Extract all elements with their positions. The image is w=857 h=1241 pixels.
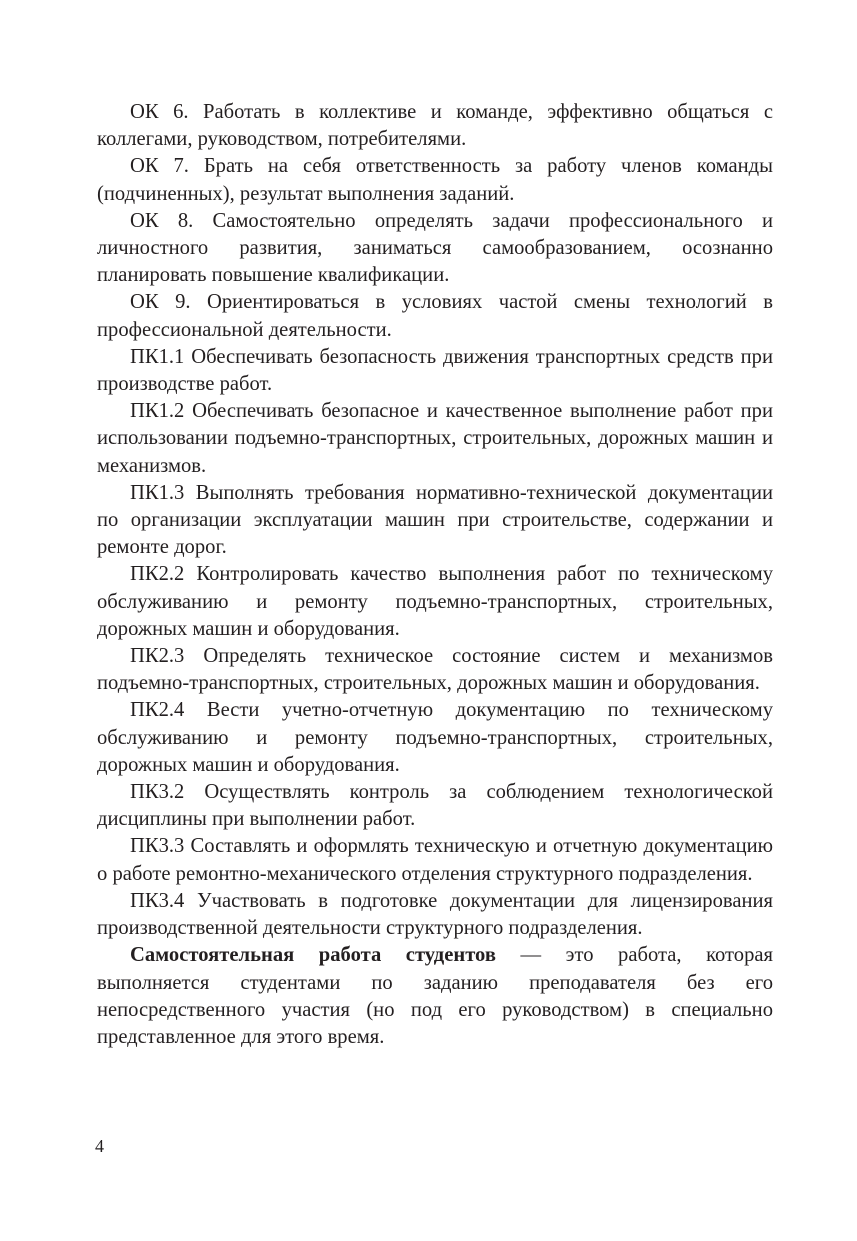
- paragraph-pk2-3: ПК2.3 Определять техническое состояние систем и механизмов подъемно-транспортных, строительных, дорожных машин и оборудования.: [97, 645, 773, 695]
- paragraph-ok8: ОК 8. Самостоятельно определять задачи профессионального и личностного развития, заниматься самообразованием, осознанно планировать повышение квалификации.: [97, 209, 773, 287]
- paragraph-pk3-4: ПК3.4 Участвовать в подготовке документации для лицензирования производственной деятельности структурного подразделения.: [97, 889, 773, 940]
- page-body: [97, 99, 773, 1051]
- paragraph-pk3-3: ПК3.3 Составлять и оформлять техническую и отчетную документацию о работе ремонтно-механического отделения структурного подразделения.: [97, 835, 773, 885]
- paragraph-pk1-3: ПК1.3 Выполнять требования нормативно-технической документации по организации эксплуатации машин при строительстве, содержании и ремонте дорог.: [97, 481, 773, 559]
- definition-paragraph: [97, 942, 773, 1051]
- paragraph-ok7: ОК 7. Брать на себя ответственность за работу членов команды (подчиненных), результат выполнения заданий.: [97, 155, 773, 205]
- paragraph-ok9: ОК 9. Ориентироваться в условиях частой смены технологий в профессиональной деятельности.: [97, 291, 773, 341]
- paragraph-pk3-2: ПК3.2 Осуществлять контроль за соблюдением технологической дисциплины при выполнении работ.: [97, 781, 773, 831]
- paragraph-ok6: ОК 6. Работать в коллективе и команде, эффективно общаться с коллегами, руководством, потребителями.: [97, 101, 773, 151]
- paragraph-pk1-1: ПК1.1 Обеспечивать безопасность движения транспортных средств при производстве работ.: [97, 345, 773, 396]
- paragraph-pk1-2: ПК1.2 Обеспечивать безопасное и качественное выполнение работ при использовании подъемно-транспортных, строительных, дорожных машин и механизмов.: [97, 400, 773, 477]
- definition-term: Самостоятельная работа студентов: [130, 944, 496, 967]
- page-number: 4: [95, 1136, 104, 1156]
- paragraph-pk2-2: ПК2.2 Контролировать качество выполнения работ по техническому обслуживанию и ремонту подъемно-транспортных, строительных, дорожных машин и оборудования.: [97, 563, 773, 640]
- paragraph-pk2-4: ПК2.4 Вести учетно-отчетную документацию по техническому обслуживанию и ремонту подъемно-транспортных, строительных, дорожных машин и оборудования.: [97, 699, 773, 776]
- definition-text: — это работа, которая выполняется студентами по заданию преподавателя без его непосредственного участия (но под его руководством) в специально представленное для этого время.: [97, 944, 773, 1048]
